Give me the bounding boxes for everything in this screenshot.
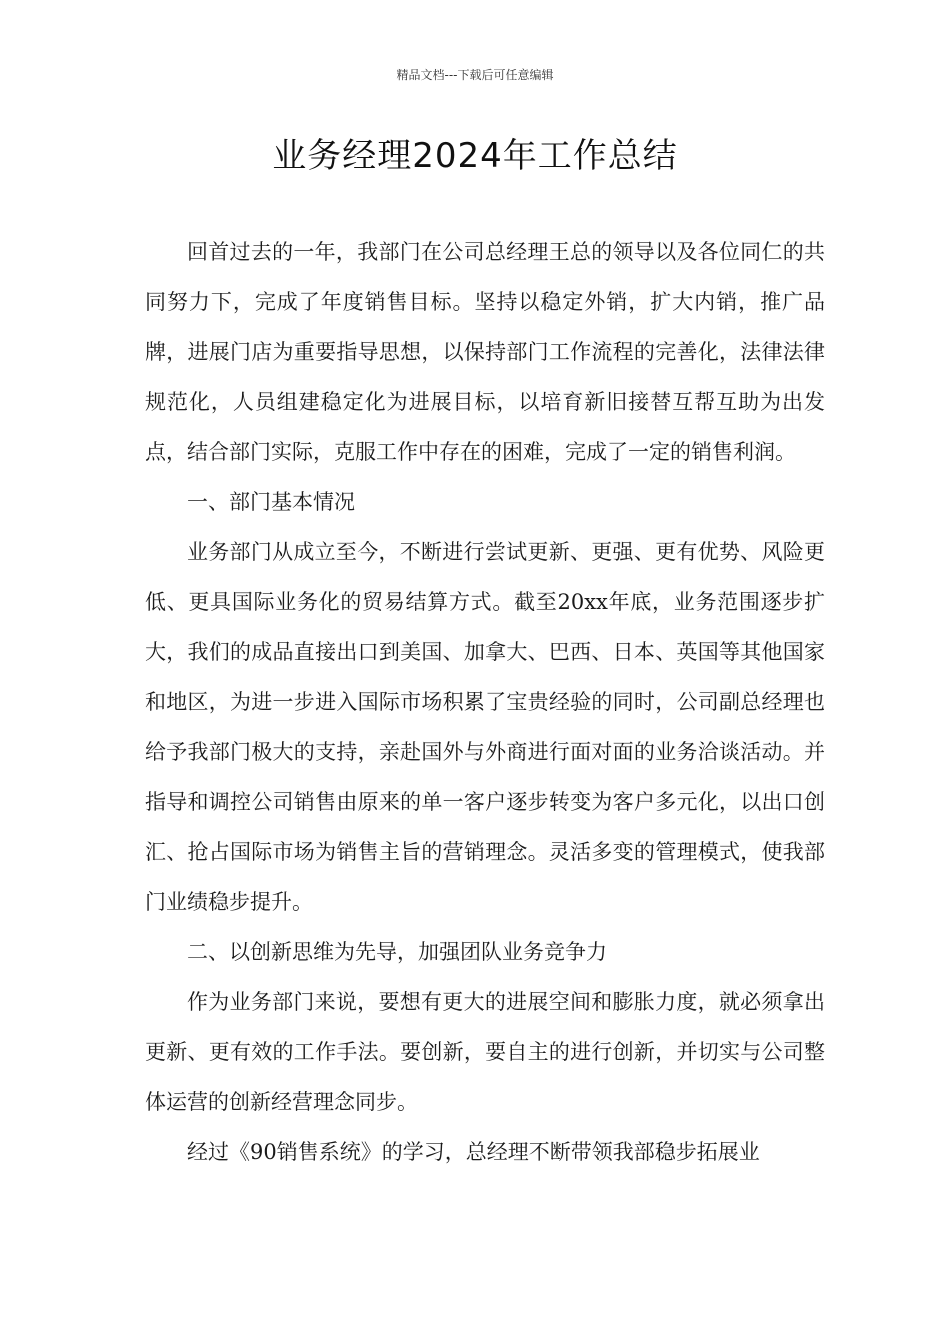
document-title: 业务经理2024年工作总结 <box>272 136 678 176</box>
section-heading-2: 二、以创新思维为先导，加强团队业务竞争力 <box>187 940 607 964</box>
paragraph-intro: 回首过去的一年，我部门在公司总经理王总的领导以及各位同仁的共同努力下，完成了年度销售目标。坚持以稳定外销，扩大内销，推广品牌，进展门店为重要指导思想，以保持部门工作流程的完善化，法律法律规范化，人员组建稳定化为进展目标，以培育新旧接替互帮互助为出发点，结合部门实际，克服工作中存在的困难，完成了一定的销售利润。 <box>145 240 825 464</box>
section-heading-1: 一、部门基本情况 <box>187 490 355 514</box>
paragraph-sales-system: 经过《90销售系统》的学习，总经理不断带领我部稳步拓展业 <box>187 1140 760 1164</box>
paragraph-department-overview: 业务部门从成立至今，不断进行尝试更新、更强、更有优势、风险更低、更具国际业务化的贸易结算方式。截至20xx年底，业务范围逐步扩大，我们的成品直接出口到美国、加拿大、巴西、日本、英国等其他国家和地区，为进一步进入国际市场积累了宝贵经验的同时，公司副总经理也给予我部门极大的支持，亲赴国外与外商进行面对面的业务洽谈活动。并指导和调控公司销售由原来的单一客户逐步转变为客户多元化，以出口创汇、抢占国际市场为销售主旨的营销理念。灵活多变的管理模式，使我部门业绩稳步提升。 <box>145 540 825 914</box>
document-body <box>145 227 825 1177</box>
page-header-watermark: 精品文档---下载后可任意编辑 <box>396 68 554 82</box>
paragraph-innovation: 作为业务部门来说，要想有更大的进展空间和膨胀力度，就必须拿出更新、更有效的工作手法。要创新，要自主的进行创新，并切实与公司整体运营的创新经营理念同步。 <box>145 990 825 1114</box>
